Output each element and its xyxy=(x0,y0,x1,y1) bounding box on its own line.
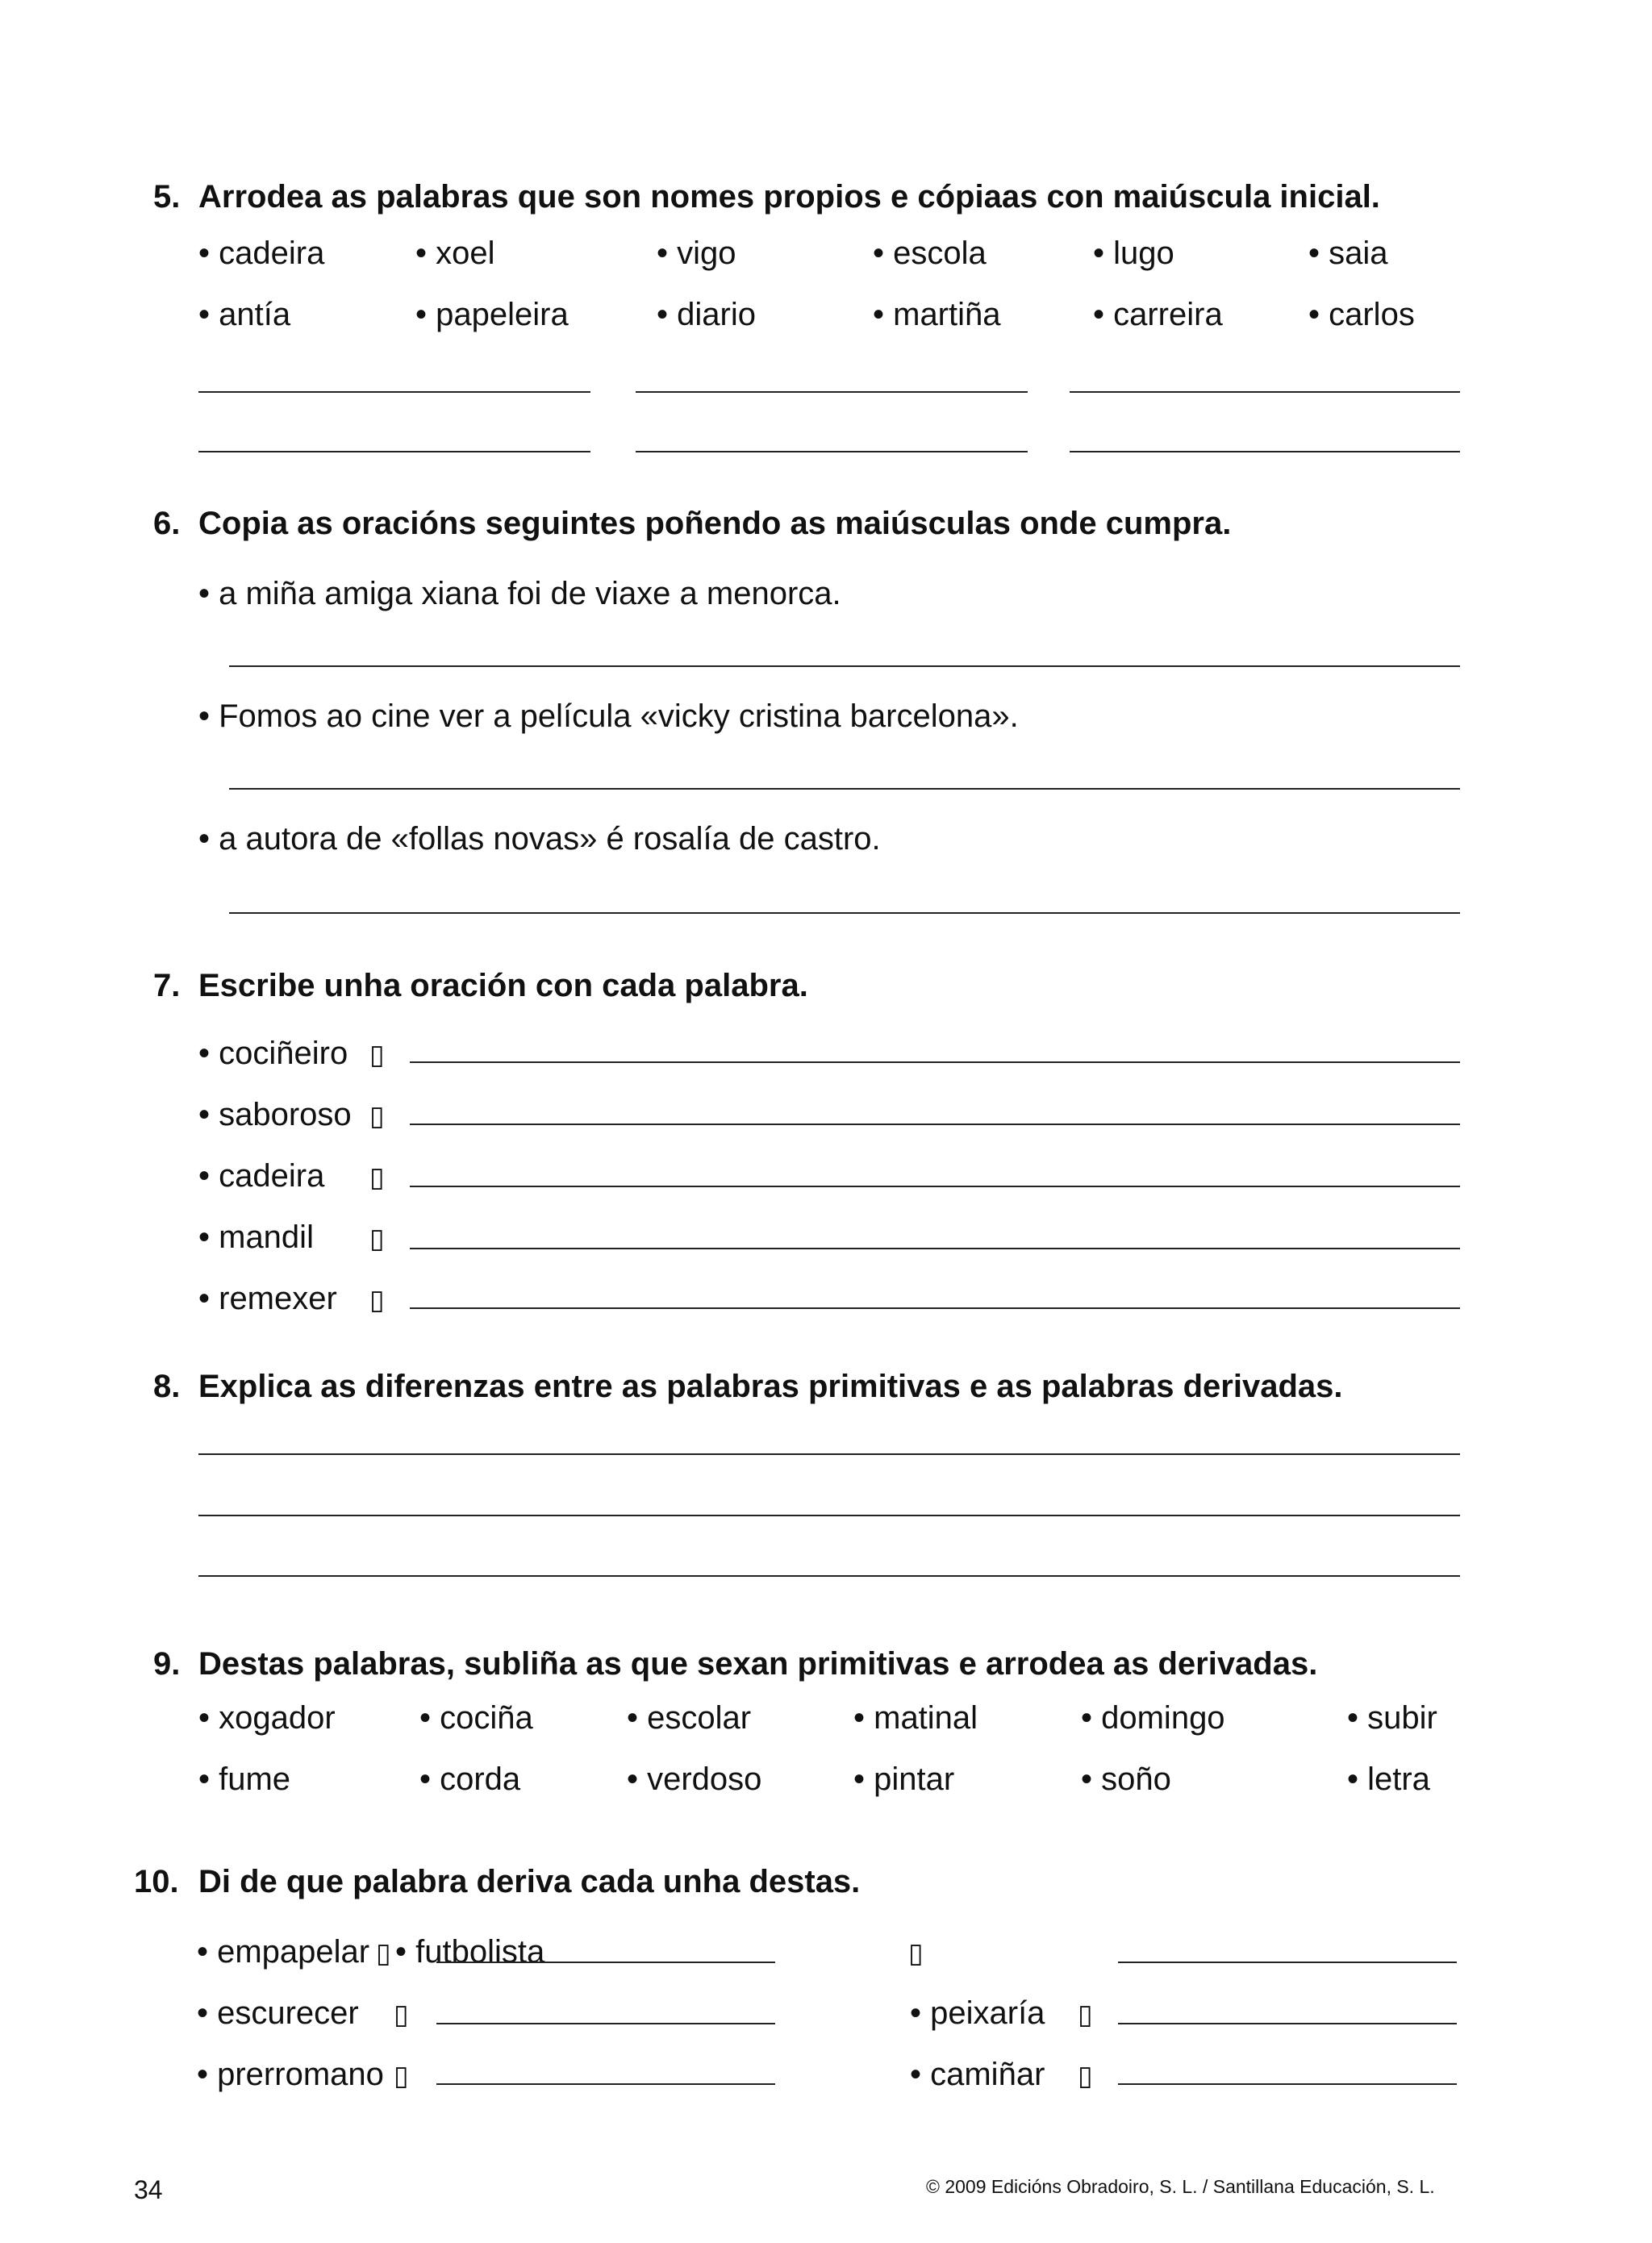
answer-line[interactable] xyxy=(229,788,1460,790)
q9-number: 9. xyxy=(153,1646,181,1682)
q8-number: 8. xyxy=(153,1369,181,1404)
q9-word: • fume xyxy=(198,1761,291,1797)
answer-line[interactable] xyxy=(1118,2023,1457,2024)
q7-number: 7. xyxy=(153,968,181,1003)
q5-word: • escola xyxy=(873,236,987,271)
q9-word: • domingo xyxy=(1081,1700,1225,1736)
box-icon: ▯ xyxy=(369,1039,385,1071)
answer-line[interactable] xyxy=(198,1515,1460,1516)
answer-line[interactable] xyxy=(410,1307,1460,1309)
q5-number: 5. xyxy=(153,179,181,215)
answer-line[interactable] xyxy=(436,2023,775,2024)
q5-word: • carreira xyxy=(1093,297,1223,332)
box-icon: ▯ xyxy=(1078,1999,1093,2031)
q7-word: • mandil xyxy=(198,1219,314,1255)
q9-word: • cociña xyxy=(419,1700,533,1736)
q5-word: • vigo xyxy=(657,236,736,271)
q5-word: • carlos xyxy=(1308,297,1415,332)
q10-word: • escurecer xyxy=(197,1995,359,2031)
q10-number: 10. xyxy=(134,1864,179,1899)
box-icon: ▯ xyxy=(369,1100,385,1132)
q5-title: Arrodea as palabras que son nomes propios e cópiaas con maiúscula inicial. xyxy=(198,179,1380,215)
q6-sentence: • Fomos ao cine ver a película «vicky cristina barcelona». xyxy=(198,698,1019,734)
q9-word: • letra xyxy=(1347,1761,1430,1797)
answer-line[interactable] xyxy=(1070,391,1460,393)
q9-word: • escolar xyxy=(627,1700,752,1736)
answer-line[interactable] xyxy=(410,1061,1460,1063)
box-icon: ▯ xyxy=(1078,2060,1093,2092)
q6-title: Copia as oracións seguintes poñendo as maiúsculas onde cumpra. xyxy=(198,506,1232,541)
box-icon: ▯ xyxy=(369,1161,385,1194)
q10-title: Di de que palabra deriva cada unha destas. xyxy=(198,1864,861,1899)
q10-word: • prerromano xyxy=(197,2057,384,2092)
q6-sentence: • a autora de «follas novas» é rosalía de castro. xyxy=(198,821,881,857)
q5-word: • cadeira xyxy=(198,236,325,271)
box-icon: ▯ xyxy=(394,1999,409,2031)
answer-line[interactable] xyxy=(410,1124,1460,1125)
answer-line[interactable] xyxy=(436,2083,775,2085)
q9-word: • soño xyxy=(1081,1761,1171,1797)
answer-line[interactable] xyxy=(410,1186,1460,1187)
box-icon: ▯ xyxy=(908,1937,924,1970)
q9-word: • verdoso xyxy=(627,1761,762,1797)
page-number: 34 xyxy=(134,2175,163,2204)
q10-word: • futbolista xyxy=(395,1934,545,1970)
q10-word: • peixaría xyxy=(910,1995,1045,2031)
answer-line[interactable] xyxy=(1070,451,1460,452)
answer-line[interactable] xyxy=(636,451,1028,452)
answer-line[interactable] xyxy=(636,391,1028,393)
box-icon: ▯ xyxy=(394,2060,409,2092)
box-icon: ▯ xyxy=(369,1223,385,1255)
q8-title: Explica as diferenzas entre as palabras primitivas e as palabras derivadas. xyxy=(198,1369,1343,1404)
answer-line[interactable] xyxy=(198,391,590,393)
q10-word: • camiñar xyxy=(910,2057,1045,2092)
answer-line[interactable] xyxy=(198,451,590,452)
copyright-notice: © 2009 Edicións Obradoiro, S. L. / Santillana Educación, S. L. xyxy=(926,2176,1435,2197)
answer-line[interactable] xyxy=(229,665,1460,667)
q9-word: • xogador xyxy=(198,1700,336,1736)
q5-word: • xoel xyxy=(415,236,495,271)
q9-word: • subir xyxy=(1347,1700,1437,1736)
answer-line[interactable] xyxy=(410,1248,1460,1249)
q5-word: • antía xyxy=(198,297,291,332)
answer-line[interactable] xyxy=(1118,1962,1457,1963)
q6-number: 6. xyxy=(153,506,181,541)
q9-word: • matinal xyxy=(853,1700,978,1736)
q7-word: • cociñeiro xyxy=(198,1036,348,1071)
q7-title: Escribe unha oración con cada palabra. xyxy=(198,968,808,1003)
answer-line[interactable] xyxy=(198,1575,1460,1577)
q9-title: Destas palabras, subliña as que sexan primitivas e arrodea as derivadas. xyxy=(198,1646,1318,1682)
q7-word: • cadeira xyxy=(198,1158,325,1194)
q10-word: • empapelar xyxy=(197,1934,370,1970)
answer-line[interactable] xyxy=(229,912,1460,914)
answer-line[interactable] xyxy=(198,1453,1460,1455)
q5-word: • diario xyxy=(657,297,756,332)
box-icon: ▯ xyxy=(369,1284,385,1316)
box-icon: ▯ xyxy=(376,1937,391,1970)
q5-word: • lugo xyxy=(1093,236,1174,271)
answer-line[interactable] xyxy=(1118,2083,1457,2085)
q7-word: • saboroso xyxy=(198,1097,352,1132)
answer-line[interactable] xyxy=(436,1962,775,1963)
q6-sentence: • a miña amiga xiana foi de viaxe a menorca. xyxy=(198,576,841,611)
q5-word: • martiña xyxy=(873,297,1001,332)
q7-word: • remexer xyxy=(198,1281,337,1316)
q5-word: • papeleira xyxy=(415,297,569,332)
q9-word: • pintar xyxy=(853,1761,955,1797)
q5-word: • saia xyxy=(1308,236,1388,271)
q9-word: • corda xyxy=(419,1761,521,1797)
